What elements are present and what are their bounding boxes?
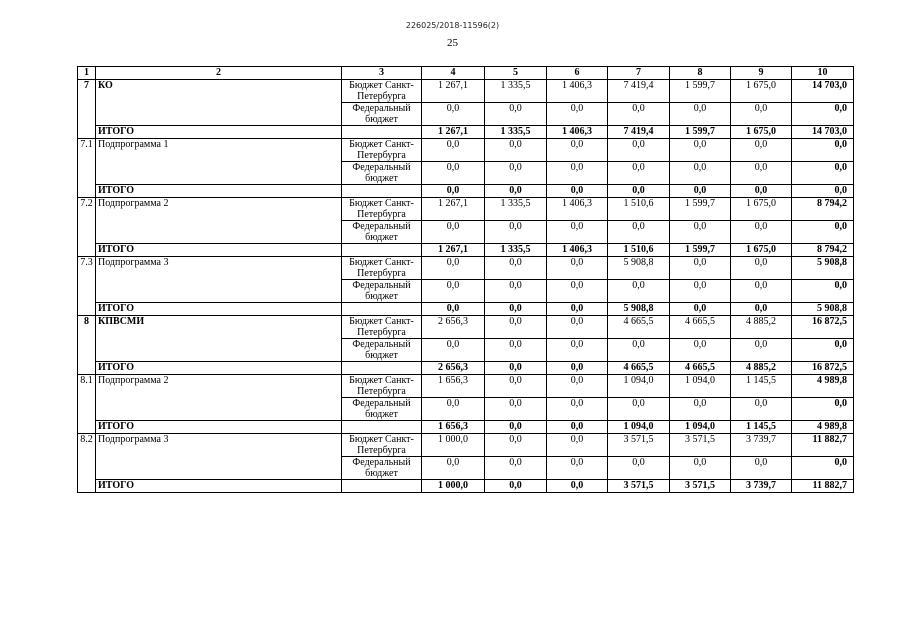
table-row	[78, 457, 854, 480]
total-row	[78, 480, 854, 493]
total-row	[78, 126, 854, 139]
value-cell: 4 665,5	[670, 316, 731, 339]
value-cell: 0,0	[670, 339, 731, 362]
value-cell: 4 989,8	[792, 375, 854, 398]
funding-source: Федеральный бюджет	[342, 280, 422, 303]
value-cell: 1 599,7	[670, 80, 731, 103]
row-number-blank	[78, 303, 96, 316]
value-cell: 0,0	[547, 339, 608, 362]
row-number: 8.1	[78, 375, 96, 398]
program-name-blank	[96, 103, 342, 126]
funding-source: Федеральный бюджет	[342, 103, 422, 126]
total-value-cell: 1 335,5	[485, 126, 547, 139]
funding-source: Бюджет Санкт-Петербурга	[342, 198, 422, 221]
value-cell: 0,0	[422, 457, 485, 480]
total-value-cell: 14 703,0	[792, 126, 854, 139]
value-cell: 0,0	[608, 280, 670, 303]
value-cell: 7 419,4	[608, 80, 670, 103]
value-cell: 1 145,5	[731, 375, 792, 398]
funding-source: Федеральный бюджет	[342, 457, 422, 480]
value-cell: 3 571,5	[608, 434, 670, 457]
table-row	[78, 103, 854, 126]
value-cell: 0,0	[485, 339, 547, 362]
total-value-cell: 0,0	[422, 185, 485, 198]
value-cell: 0,0	[485, 398, 547, 421]
value-cell: 8 794,2	[792, 198, 854, 221]
total-value-cell: 1 675,0	[731, 244, 792, 257]
value-cell: 1 335,5	[485, 198, 547, 221]
value-cell: 1 267,1	[422, 80, 485, 103]
column-header: 9	[731, 67, 792, 80]
row-number-blank	[78, 162, 96, 185]
value-cell: 0,0	[547, 103, 608, 126]
funding-source-blank	[342, 244, 422, 257]
value-cell: 4 665,5	[608, 316, 670, 339]
total-value-cell: 0,0	[485, 421, 547, 434]
total-value-cell: 1 335,5	[485, 244, 547, 257]
value-cell: 0,0	[547, 139, 608, 162]
value-cell: 16 872,5	[792, 316, 854, 339]
row-number: 7	[78, 80, 96, 103]
column-header: 10	[792, 67, 854, 80]
total-value-cell: 0,0	[547, 185, 608, 198]
value-cell: 0,0	[792, 398, 854, 421]
total-value-cell: 3 739,7	[731, 480, 792, 493]
value-cell: 0,0	[670, 280, 731, 303]
program-name-blank	[96, 457, 342, 480]
value-cell: 0,0	[422, 103, 485, 126]
value-cell: 0,0	[422, 257, 485, 280]
funding-source-blank	[342, 480, 422, 493]
value-cell: 0,0	[731, 221, 792, 244]
value-cell: 1 656,3	[422, 375, 485, 398]
total-value-cell: 11 882,7	[792, 480, 854, 493]
total-value-cell: 0,0	[547, 480, 608, 493]
table-row	[78, 198, 854, 221]
total-value-cell: 5 908,8	[792, 303, 854, 316]
value-cell: 0,0	[731, 162, 792, 185]
total-value-cell: 2 656,3	[422, 362, 485, 375]
table-row	[78, 139, 854, 162]
value-cell: 1 000,0	[422, 434, 485, 457]
value-cell: 0,0	[547, 316, 608, 339]
table-row	[78, 375, 854, 398]
value-cell: 5 908,8	[792, 257, 854, 280]
total-value-cell: 0,0	[422, 303, 485, 316]
table-row	[78, 434, 854, 457]
program-name: Подпрограмма 2	[96, 198, 342, 221]
value-cell: 0,0	[670, 221, 731, 244]
value-cell: 0,0	[792, 103, 854, 126]
table-row	[78, 162, 854, 185]
total-value-cell: 1 094,0	[608, 421, 670, 434]
value-cell: 0,0	[485, 162, 547, 185]
value-cell: 1 094,0	[608, 375, 670, 398]
total-value-cell: 1 599,7	[670, 126, 731, 139]
value-cell: 0,0	[547, 221, 608, 244]
program-name-blank	[96, 162, 342, 185]
funding-source: Бюджет Санкт-Петербурга	[342, 139, 422, 162]
value-cell: 0,0	[608, 457, 670, 480]
value-cell: 0,0	[731, 339, 792, 362]
value-cell: 0,0	[608, 139, 670, 162]
total-row	[78, 421, 854, 434]
value-cell: 0,0	[485, 221, 547, 244]
total-value-cell: 1 656,3	[422, 421, 485, 434]
value-cell: 1 094,0	[670, 375, 731, 398]
funding-source: Бюджет Санкт-Петербурга	[342, 434, 422, 457]
value-cell: 0,0	[422, 280, 485, 303]
total-value-cell: 0,0	[547, 421, 608, 434]
total-label: ИТОГО	[96, 480, 342, 493]
value-cell: 1 406,3	[547, 80, 608, 103]
value-cell: 0,0	[485, 280, 547, 303]
table-row	[78, 280, 854, 303]
total-value-cell: 4 665,5	[670, 362, 731, 375]
column-header: 2	[96, 67, 342, 80]
program-name-blank	[96, 280, 342, 303]
value-cell: 0,0	[422, 162, 485, 185]
funding-source-blank	[342, 362, 422, 375]
total-label: ИТОГО	[96, 362, 342, 375]
value-cell: 0,0	[547, 457, 608, 480]
table-header-row	[78, 67, 854, 80]
funding-source: Федеральный бюджет	[342, 162, 422, 185]
value-cell: 0,0	[731, 398, 792, 421]
total-value-cell: 0,0	[670, 185, 731, 198]
column-header: 4	[422, 67, 485, 80]
value-cell: 1 675,0	[731, 80, 792, 103]
total-label: ИТОГО	[96, 421, 342, 434]
total-value-cell: 5 908,8	[608, 303, 670, 316]
value-cell: 0,0	[485, 434, 547, 457]
total-label: ИТОГО	[96, 126, 342, 139]
value-cell: 0,0	[670, 162, 731, 185]
total-value-cell: 0,0	[608, 185, 670, 198]
value-cell: 0,0	[422, 139, 485, 162]
value-cell: 0,0	[422, 398, 485, 421]
value-cell: 0,0	[792, 457, 854, 480]
value-cell: 0,0	[670, 398, 731, 421]
row-number: 7.1	[78, 139, 96, 162]
value-cell: 0,0	[547, 434, 608, 457]
table-row	[78, 80, 854, 103]
funding-source-blank	[342, 185, 422, 198]
row-number: 7.2	[78, 198, 96, 221]
value-cell: 1 335,5	[485, 80, 547, 103]
value-cell: 0,0	[547, 257, 608, 280]
budget-table	[77, 66, 854, 493]
total-value-cell: 0,0	[485, 303, 547, 316]
funding-source: Бюджет Санкт-Петербурга	[342, 80, 422, 103]
total-value-cell: 4 665,5	[608, 362, 670, 375]
program-name-blank	[96, 339, 342, 362]
value-cell: 0,0	[547, 280, 608, 303]
row-number-blank	[78, 362, 96, 375]
total-value-cell: 1 000,0	[422, 480, 485, 493]
value-cell: 0,0	[485, 316, 547, 339]
row-number-blank	[78, 280, 96, 303]
total-label: ИТОГО	[96, 244, 342, 257]
value-cell: 14 703,0	[792, 80, 854, 103]
row-number-blank	[78, 221, 96, 244]
total-value-cell: 4 989,8	[792, 421, 854, 434]
funding-source-blank	[342, 421, 422, 434]
row-number-blank	[78, 244, 96, 257]
value-cell: 1 675,0	[731, 198, 792, 221]
value-cell: 0,0	[731, 280, 792, 303]
value-cell: 0,0	[670, 457, 731, 480]
funding-source-blank	[342, 303, 422, 316]
value-cell: 0,0	[422, 221, 485, 244]
total-value-cell: 0,0	[731, 303, 792, 316]
funding-source: Бюджет Санкт-Петербурга	[342, 257, 422, 280]
total-value-cell: 1 094,0	[670, 421, 731, 434]
total-value-cell: 1 510,6	[608, 244, 670, 257]
program-name: Подпрограмма 2	[96, 375, 342, 398]
table-row	[78, 221, 854, 244]
value-cell: 0,0	[731, 103, 792, 126]
total-value-cell: 1 267,1	[422, 244, 485, 257]
table-row	[78, 339, 854, 362]
page-number: 25	[447, 37, 458, 49]
value-cell: 0,0	[608, 398, 670, 421]
row-number-blank	[78, 126, 96, 139]
total-row	[78, 303, 854, 316]
row-number-blank	[78, 398, 96, 421]
value-cell: 3 571,5	[670, 434, 731, 457]
total-row	[78, 244, 854, 257]
value-cell: 0,0	[608, 221, 670, 244]
value-cell: 0,0	[485, 139, 547, 162]
total-value-cell: 0,0	[485, 185, 547, 198]
value-cell: 1 599,7	[670, 198, 731, 221]
funding-source: Федеральный бюджет	[342, 221, 422, 244]
program-name-blank	[96, 221, 342, 244]
value-cell: 0,0	[485, 375, 547, 398]
value-cell: 0,0	[731, 457, 792, 480]
row-number: 8.2	[78, 434, 96, 457]
total-value-cell: 3 571,5	[670, 480, 731, 493]
column-header: 6	[547, 67, 608, 80]
total-value-cell: 1 145,5	[731, 421, 792, 434]
value-cell: 5 908,8	[608, 257, 670, 280]
total-value-cell: 0,0	[670, 303, 731, 316]
value-cell: 0,0	[608, 162, 670, 185]
value-cell: 0,0	[547, 162, 608, 185]
row-number: 8	[78, 316, 96, 339]
value-cell: 0,0	[792, 139, 854, 162]
column-header: 3	[342, 67, 422, 80]
row-number-blank	[78, 421, 96, 434]
row-number-blank	[78, 185, 96, 198]
program-name: Подпрограмма 1	[96, 139, 342, 162]
total-value-cell: 0,0	[485, 362, 547, 375]
total-value-cell: 0,0	[547, 362, 608, 375]
row-number-blank	[78, 457, 96, 480]
value-cell: 11 882,7	[792, 434, 854, 457]
value-cell: 0,0	[792, 339, 854, 362]
value-cell: 0,0	[792, 162, 854, 185]
program-name: Подпрограмма 3	[96, 434, 342, 457]
total-value-cell: 3 571,5	[608, 480, 670, 493]
value-cell: 0,0	[485, 457, 547, 480]
program-name: Подпрограмма 3	[96, 257, 342, 280]
total-value-cell: 1 406,3	[547, 126, 608, 139]
total-value-cell: 1 406,3	[547, 244, 608, 257]
value-cell: 1 406,3	[547, 198, 608, 221]
total-value-cell: 7 419,4	[608, 126, 670, 139]
value-cell: 0,0	[731, 257, 792, 280]
table-row	[78, 316, 854, 339]
total-value-cell: 1 675,0	[731, 126, 792, 139]
funding-source: Бюджет Санкт-Петербурга	[342, 316, 422, 339]
value-cell: 0,0	[608, 103, 670, 126]
value-cell: 2 656,3	[422, 316, 485, 339]
column-header: 5	[485, 67, 547, 80]
total-value-cell: 1 267,1	[422, 126, 485, 139]
value-cell: 0,0	[547, 375, 608, 398]
row-number-blank	[78, 480, 96, 493]
value-cell: 0,0	[422, 339, 485, 362]
total-value-cell: 0,0	[731, 185, 792, 198]
total-label: ИТОГО	[96, 303, 342, 316]
column-header: 8	[670, 67, 731, 80]
funding-source: Федеральный бюджет	[342, 339, 422, 362]
value-cell: 1 510,6	[608, 198, 670, 221]
funding-source: Федеральный бюджет	[342, 398, 422, 421]
table-body	[78, 80, 854, 493]
program-name: КО	[96, 80, 342, 103]
row-number-blank	[78, 339, 96, 362]
value-cell: 0,0	[792, 221, 854, 244]
value-cell: 0,0	[792, 280, 854, 303]
total-value-cell: 4 885,2	[731, 362, 792, 375]
total-value-cell: 8 794,2	[792, 244, 854, 257]
total-value-cell: 16 872,5	[792, 362, 854, 375]
row-number-blank	[78, 103, 96, 126]
total-value-cell: 0,0	[792, 185, 854, 198]
value-cell: 0,0	[485, 103, 547, 126]
total-value-cell: 1 599,7	[670, 244, 731, 257]
document-id: 226025/2018-11596(2)	[405, 21, 500, 30]
total-label: ИТОГО	[96, 185, 342, 198]
value-cell: 0,0	[731, 139, 792, 162]
total-row	[78, 185, 854, 198]
funding-source: Бюджет Санкт-Петербурга	[342, 375, 422, 398]
table-row	[78, 257, 854, 280]
row-number: 7.3	[78, 257, 96, 280]
value-cell: 0,0	[485, 257, 547, 280]
value-cell: 1 267,1	[422, 198, 485, 221]
column-header: 1	[78, 67, 96, 80]
program-name: КПВСМИ	[96, 316, 342, 339]
column-header: 7	[608, 67, 670, 80]
value-cell: 4 885,2	[731, 316, 792, 339]
value-cell: 0,0	[670, 103, 731, 126]
value-cell: 0,0	[547, 398, 608, 421]
total-row	[78, 362, 854, 375]
funding-source-blank	[342, 126, 422, 139]
value-cell: 0,0	[670, 139, 731, 162]
value-cell: 3 739,7	[731, 434, 792, 457]
value-cell: 0,0	[670, 257, 731, 280]
value-cell: 0,0	[608, 339, 670, 362]
program-name-blank	[96, 398, 342, 421]
table-row	[78, 398, 854, 421]
total-value-cell: 0,0	[485, 480, 547, 493]
total-value-cell: 0,0	[547, 303, 608, 316]
